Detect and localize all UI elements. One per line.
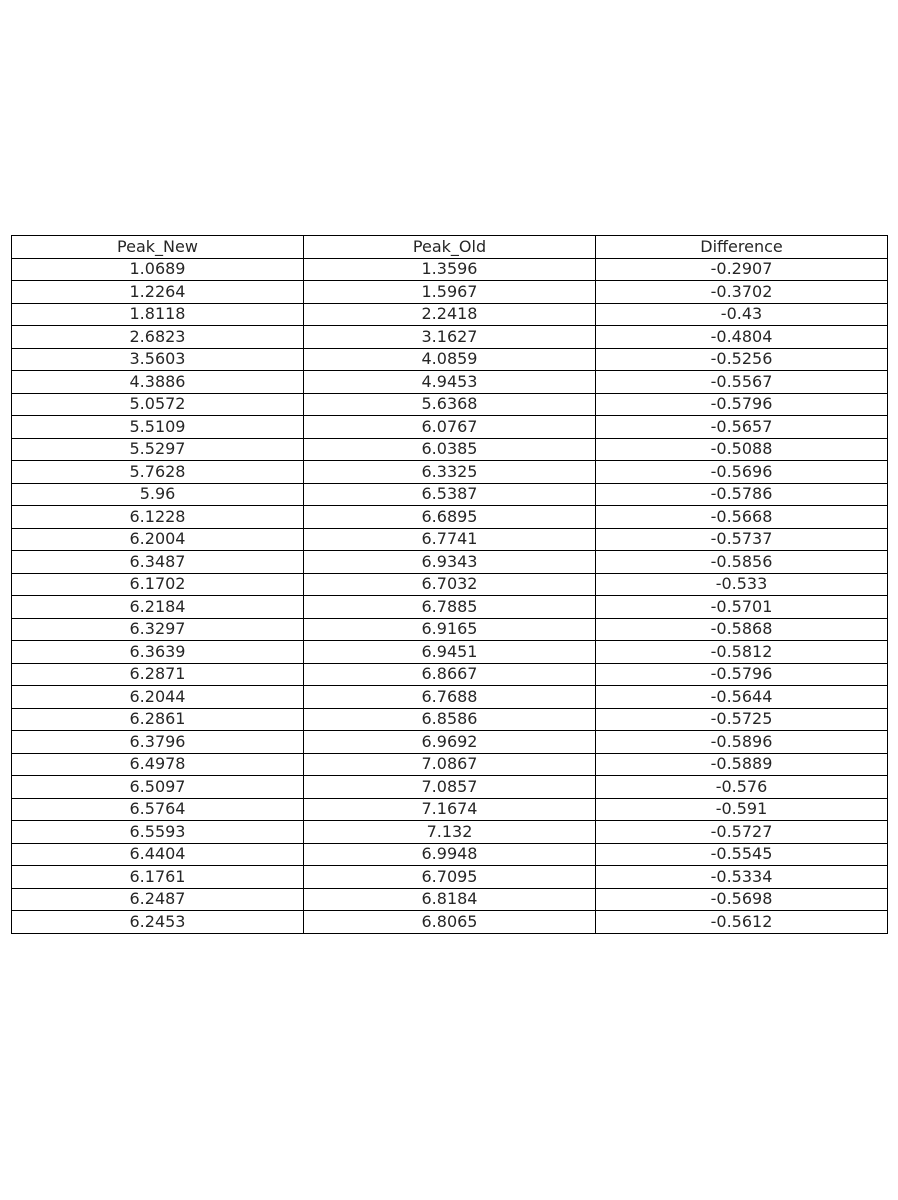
cell-peak-old: 6.8184 [304,888,596,911]
cell-peak-new: 6.2861 [12,708,304,731]
cell-difference: -0.5796 [596,393,888,416]
cell-difference: -0.5786 [596,483,888,506]
cell-peak-new: 6.5764 [12,798,304,821]
table-row [12,731,888,754]
cell-peak-new: 6.2004 [12,528,304,551]
cell-peak-old: 6.9165 [304,618,596,641]
cell-peak-old: 6.9948 [304,843,596,866]
cell-difference: -0.591 [596,798,888,821]
cell-peak-old: 7.0867 [304,753,596,776]
cell-peak-old: 6.8065 [304,911,596,934]
cell-peak-new: 5.5109 [12,416,304,439]
cell-peak-old: 6.7688 [304,686,596,709]
table-row [12,596,888,619]
cell-difference: -0.533 [596,573,888,596]
cell-difference: -0.43 [596,303,888,326]
cell-difference: -0.5889 [596,753,888,776]
cell-peak-new: 6.3297 [12,618,304,641]
table-row [12,708,888,731]
table-row [12,281,888,304]
cell-peak-old: 6.7095 [304,866,596,889]
cell-difference: -0.5856 [596,551,888,574]
table-row [12,821,888,844]
cell-peak-old: 6.8586 [304,708,596,731]
cell-peak-old: 5.6368 [304,393,596,416]
cell-peak-new: 5.0572 [12,393,304,416]
cell-difference: -0.5612 [596,911,888,934]
cell-peak-old: 3.1627 [304,326,596,349]
cell-difference: -0.5657 [596,416,888,439]
cell-difference: -0.5698 [596,888,888,911]
cell-peak-new: 6.1761 [12,866,304,889]
table-row [12,888,888,911]
cell-peak-new: 6.3487 [12,551,304,574]
cell-peak-new: 6.4404 [12,843,304,866]
table-row [12,663,888,686]
cell-peak-new: 5.96 [12,483,304,506]
table-row [12,438,888,461]
table-row [12,461,888,484]
cell-peak-old: 6.0767 [304,416,596,439]
cell-difference: -0.5545 [596,843,888,866]
cell-peak-old: 1.3596 [304,258,596,281]
table-body [12,258,888,933]
cell-peak-new: 4.3886 [12,371,304,394]
cell-peak-old: 6.9692 [304,731,596,754]
cell-peak-new: 6.1702 [12,573,304,596]
cell-difference: -0.5868 [596,618,888,641]
table-row [12,776,888,799]
cell-peak-new: 6.3796 [12,731,304,754]
cell-peak-old: 7.132 [304,821,596,844]
cell-peak-new: 6.5593 [12,821,304,844]
cell-peak-new: 6.3639 [12,641,304,664]
cell-peak-new: 1.8118 [12,303,304,326]
table-row [12,641,888,664]
table-row [12,303,888,326]
cell-peak-old: 6.6895 [304,506,596,529]
table-row [12,371,888,394]
header-row [12,236,888,259]
cell-peak-old: 6.7741 [304,528,596,551]
cell-difference: -0.5696 [596,461,888,484]
cell-difference: -0.5896 [596,731,888,754]
cell-peak-old: 6.7885 [304,596,596,619]
table-row [12,911,888,934]
cell-peak-old: 4.9453 [304,371,596,394]
cell-peak-new: 3.5603 [12,348,304,371]
cell-peak-new: 6.1228 [12,506,304,529]
table-row [12,573,888,596]
table-row [12,753,888,776]
cell-difference: -0.5567 [596,371,888,394]
cell-difference: -0.2907 [596,258,888,281]
cell-peak-new: 6.2453 [12,911,304,934]
table-row [12,416,888,439]
cell-difference: -0.5701 [596,596,888,619]
cell-difference: -0.4804 [596,326,888,349]
table-row [12,618,888,641]
cell-peak-old: 2.2418 [304,303,596,326]
header-cell-peak-old: Peak_Old [304,236,596,259]
table-row [12,393,888,416]
cell-peak-new: 1.2264 [12,281,304,304]
cell-peak-old: 6.8667 [304,663,596,686]
cell-peak-new: 1.0689 [12,258,304,281]
data-table [11,235,888,934]
cell-difference: -0.5668 [596,506,888,529]
cell-difference: -0.5812 [596,641,888,664]
cell-peak-old: 6.5387 [304,483,596,506]
cell-difference: -0.576 [596,776,888,799]
cell-peak-new: 6.2871 [12,663,304,686]
table-row [12,326,888,349]
cell-difference: -0.5088 [596,438,888,461]
cell-peak-new: 5.7628 [12,461,304,484]
cell-peak-old: 6.9451 [304,641,596,664]
table-row [12,843,888,866]
cell-difference: -0.5256 [596,348,888,371]
cell-peak-new: 2.6823 [12,326,304,349]
table-row [12,348,888,371]
cell-peak-old: 7.0857 [304,776,596,799]
table-row [12,258,888,281]
cell-peak-old: 6.3325 [304,461,596,484]
cell-peak-old: 4.0859 [304,348,596,371]
cell-peak-new: 6.5097 [12,776,304,799]
cell-difference: -0.3702 [596,281,888,304]
cell-peak-old: 6.0385 [304,438,596,461]
table-row [12,551,888,574]
table-row [12,798,888,821]
table-row [12,506,888,529]
header-cell-peak-new: Peak_New [12,236,304,259]
cell-peak-old: 7.1674 [304,798,596,821]
cell-difference: -0.5727 [596,821,888,844]
table-row [12,483,888,506]
cell-peak-new: 6.4978 [12,753,304,776]
table-row [12,686,888,709]
header-cell-difference: Difference [596,236,888,259]
cell-difference: -0.5644 [596,686,888,709]
cell-peak-old: 1.5967 [304,281,596,304]
cell-difference: -0.5334 [596,866,888,889]
cell-peak-old: 6.7032 [304,573,596,596]
cell-difference: -0.5725 [596,708,888,731]
cell-peak-new: 5.5297 [12,438,304,461]
table-row [12,528,888,551]
cell-peak-new: 6.2044 [12,686,304,709]
cell-peak-new: 6.2487 [12,888,304,911]
cell-difference: -0.5737 [596,528,888,551]
cell-difference: -0.5796 [596,663,888,686]
cell-peak-old: 6.9343 [304,551,596,574]
cell-peak-new: 6.2184 [12,596,304,619]
table-row [12,866,888,889]
